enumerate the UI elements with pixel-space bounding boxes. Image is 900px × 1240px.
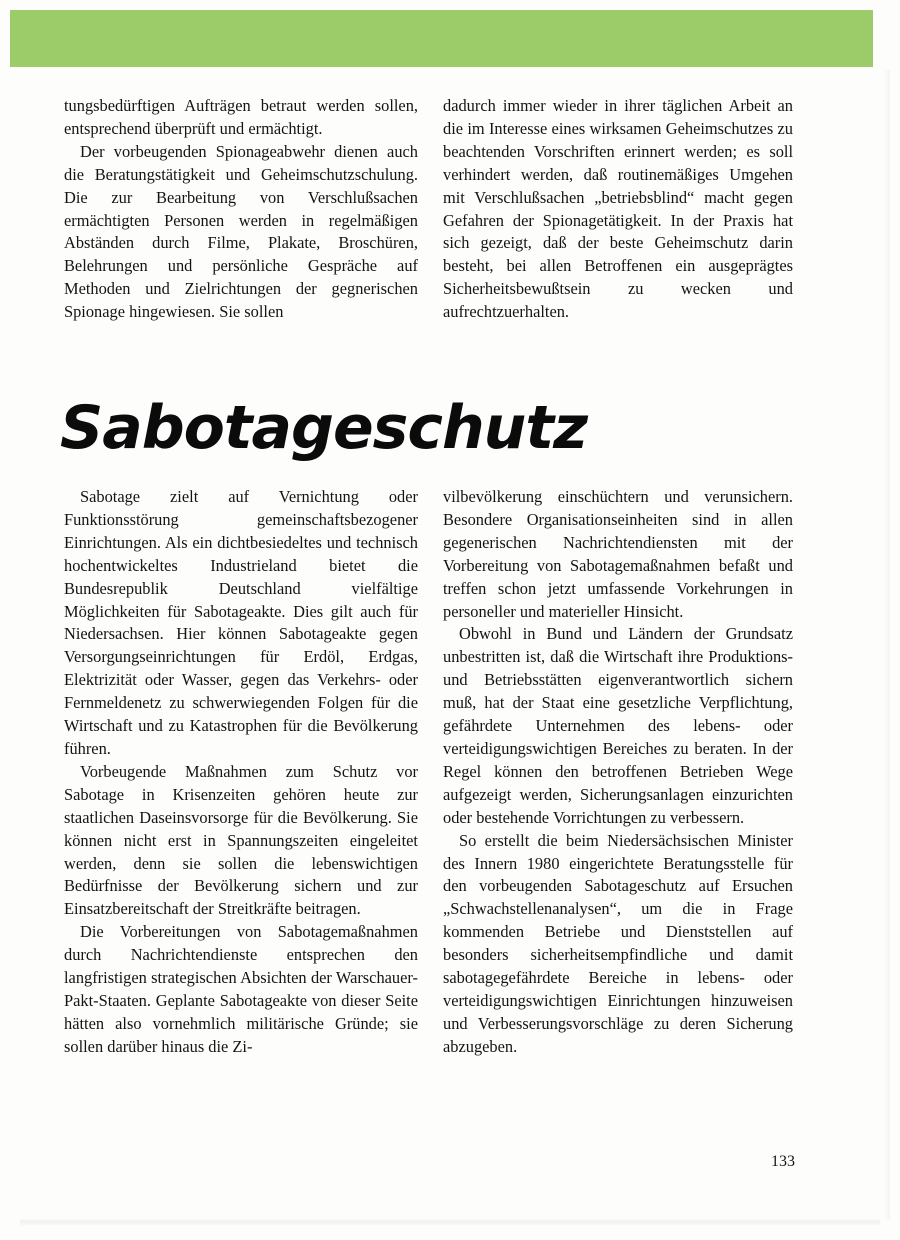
- paragraph: dadurch immer wieder in ihrer täglichen Arbeit an die im Interesse eines wirksamen Geheimschutzes zu beachtenden Vorschriften erinnert werden; es soll verhindert werden, daß routinemäßiges Umgehen mit Verschlußsachen „betriebsblind“ macht gegen Gefahren der Spionagetätigkeit. In der Praxis hat sich gezeigt, daß der beste Geheimschutz darin besteht, bei allen Betroffenen ein ausgeprägtes Sicherheitsbewußtsein zu wecken und aufrechtzuerhalten.: [443, 96, 793, 322]
- paragraph: Der vorbeugenden Spionageabwehr dienen auch die Beratungstätigkeit und Geheimschutzschulung. Die zur Bearbeitung von Verschlußsachen ermächtigten Personen werden in regelmäßigen Abständen durch Filme, Plakate, Broschüren, Belehrungen und persönliche Gespräche auf Methoden und Zielrichtungen der gegnerischen Spionage hingewiesen. Sie sollen: [64, 141, 418, 322]
- paragraph: Vorbeugende Maßnahmen zum Schutz vor Sabotage in Krisenzeiten gehören heute zur staatlichen Daseinsvorsorge für die Bevölkerung. Sie können nicht erst in Spannungszeiten eingeleitet werden, denn sie sollen die lebenswichtigen Bedürfnisse der Bevölkerung sichern und zur Einsatzbereitschaft der Streitkräfte beitragen.: [64, 761, 418, 919]
- paragraph: Die Vorbereitungen von Sabotagemaßnahmen durch Nachrichtendienste entsprechen den langfristigen strategischen Absichten der Warschauer-Pakt-Staaten. Geplante Sabotageakte von dieser Seite hätten also vornehmlich militärische Gründe; sie sollen darüber hinaus die Zi-: [64, 922, 418, 1056]
- column-top-left: [64, 95, 418, 324]
- header-color-bar: [10, 10, 873, 67]
- scan-shadow-bottom: [20, 1218, 880, 1226]
- column-top-right: [443, 95, 793, 324]
- paragraph: Sabotage zielt auf Vernichtung oder Funktionsstörung gemeinschaftsbezogener Einrichtungen. Als ein dichtbesiedeltes und technisch hochentwickeltes Industrieland bietet die Bundesrepublik Deutschland vielfältige Möglichkeiten für Sabotageakte. Dies gilt auch für Niedersachsen. Hier können Sabotageakte gegen Versorgungseinrichtungen für Erdöl, Erdgas, Elektrizität oder Wasser, gegen das Verkehrs- oder Fernmeldenetz zu schwerwiegenden Folgen für die Wirtschaft und zu Katastrophen für die Bevölkerung führen.: [64, 487, 418, 758]
- paragraph: Obwohl in Bund und Ländern der Grundsatz unbestritten ist, daß die Wirtschaft ihre Produktions- und Betriebsstätten eigenverantwortlich sichern muß, hat der Staat eine gesetzliche Verpflichtung, gefährdete Unternehmen des lebens- oder verteidigungswichtigen Bereiches zu beraten. In der Regel können den betroffenen Betrieben Wege aufgezeigt werden, Sicherungsanlagen einzurichten oder bestehende Vorrichtungen zu verbessern.: [443, 624, 793, 827]
- paragraph: tungsbedürftigen Aufträgen betraut werden sollen, entsprechend überprüft und ermächtigt.: [64, 96, 418, 138]
- paragraph: vilbevölkerung einschüchtern und verunsichern. Besondere Organisationseinheiten sind in allen gegenerischen Nachrichtendiensten mit der Vorbereitung von Sabotagemaßnahmen befaßt und treffen schon jetzt umfassende Vorkehrungen in personeller und materieller Hinsicht.: [443, 487, 793, 621]
- section-heading: Sabotageschutz: [60, 393, 587, 463]
- scan-shadow-right: [884, 70, 890, 1220]
- column-bottom-right: [443, 486, 793, 1059]
- page-number: 133: [771, 1153, 795, 1170]
- column-bottom-left: [64, 486, 418, 1059]
- paragraph: So erstellt die beim Niedersächsischen Minister des Innern 1980 eingerichtete Beratungsstelle für den vorbeugenden Sabotageschutz auf Ersuchen „Schwachstellenanalysen“, um die in Frage kommenden Betriebe und Dienststellen auf besonders sicherheitsempfindliche und damit sabotagegefährdete Bereiche in lebens- oder verteidigungswichtigen Einrichtungen hinzuweisen und Verbesserungsvorschläge zu deren Sicherung abzugeben.: [443, 830, 793, 1056]
